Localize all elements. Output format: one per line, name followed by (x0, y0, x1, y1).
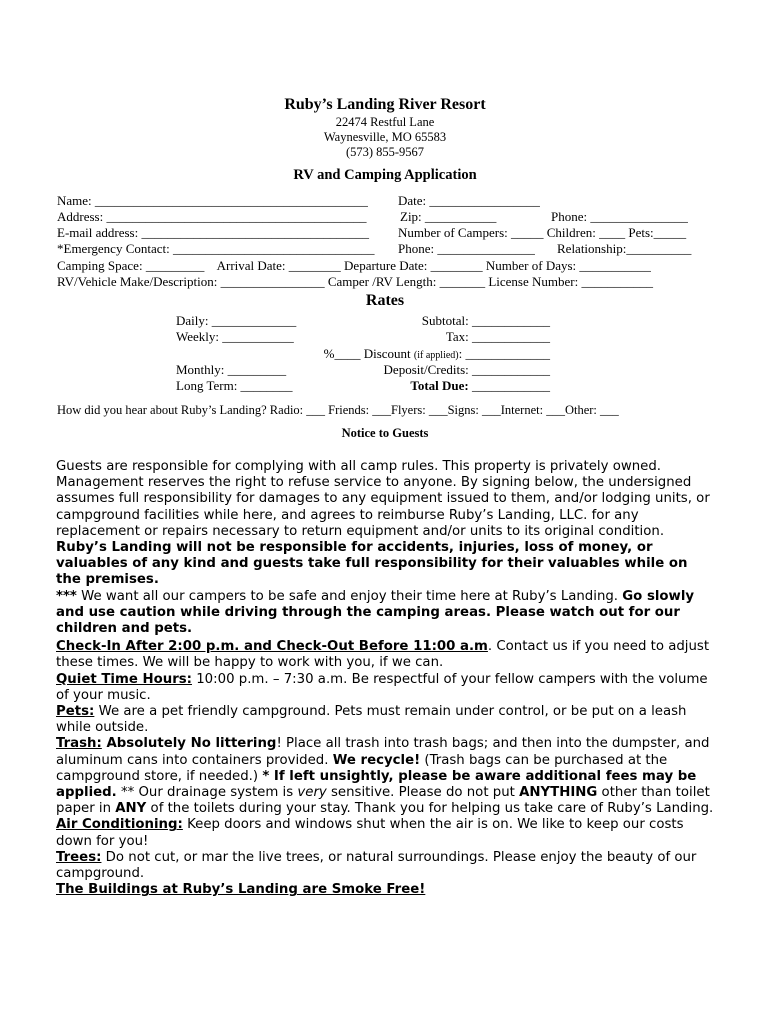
emergency-contact-field[interactable]: *Emergency Contact: _______________________________ (57, 241, 375, 256)
emergency-phone-field[interactable]: Phone: _______________ (398, 241, 535, 256)
camping-space-row[interactable]: Camping Space: _________ Arrival Date: ________ Departure Date: ________ Number of Days: ___________ (57, 258, 651, 273)
liability-paragraph: Guests are responsible for complying with all camp rules. This property is privately owned. Management reserves the right to refuse service to anyone. By signing below, the undersigned assumes full responsibility for damages to any equipment issued to them, and/or lodging units, or campground facilities while here, and agrees to reimburse Ruby’s Landing, LLC. for any replacement or repairs necessary to return equipment and/or units to its original condition. Ruby’s Landing will not be responsible for accidents, injuries, loss of money, or valuables of any kind and guests take full responsibility for their valuables while on the premises. (56, 459, 710, 588)
resort-address: 22474 Restful Lane (335, 115, 435, 129)
total-due-label: Total Due: (410, 378, 469, 393)
checkin-paragraph: Check-In After 2:00 p.m. and Check-Out Before 11:00 a.m. Contact us if you need to adjust these times. We will be happy to work with you, if we can. (56, 639, 710, 671)
discount-note: (if applied) (413, 350, 459, 361)
trees-paragraph: Trees: Do not cut, or mar the live trees, or natural surroundings. Please enjoy the beauty of our campground. (56, 849, 697, 882)
long-term-rate-field[interactable]: Long Term: ________ (176, 378, 293, 393)
pets-paragraph: Pets: We are a pet friendly campground. Pets must remain under control, or be put on a leash while outside. (56, 704, 687, 736)
air-conditioning-paragraph: Air Conditioning: Keep doors and windows shut when the air is on. We like to keep our costs down for you! (56, 817, 684, 849)
trash-paragraph: Trash: Absolutely No littering! Place all trash into trash bags; and then into the dumpster, and aluminum cans into containers provided. We recycle! (Trash bags can be purchased at the campground store, if needed.) * If left unsightly, please be aware additional fees may be applied. ** Our drainage system is very sensitive. Please do not put ANYTHING other than toilet paper in ANY of the toilets during your stay. Thank you for helping us take care of Ruby’s Landing. (56, 736, 714, 817)
deposit-field[interactable]: Deposit/Credits: ____________ (383, 362, 550, 377)
monthly-rate-field[interactable]: Monthly: _________ (176, 362, 287, 377)
address-field[interactable]: Address: ________________________________________ (57, 209, 367, 224)
referral-question[interactable]: How did you hear about Ruby’s Landing? Radio: ___ Friends: ___Flyers: ___Signs: ___Internet: ___Other: ___ (57, 403, 619, 417)
email-field[interactable]: E-mail address: ___________________________________ (57, 225, 369, 240)
weekly-rate-field[interactable]: Weekly: ___________ (176, 329, 294, 344)
relationship-field[interactable]: Relationship:__________ (557, 241, 692, 256)
daily-rate-field[interactable]: Daily: _____________ (176, 313, 297, 328)
vehicle-row[interactable]: RV/Vehicle Make/Description: ________________ Camper /RV Length: _______ License Number: ___________ (57, 274, 653, 289)
resort-title: Ruby’s Landing River Resort (284, 96, 486, 113)
zip-field[interactable]: Zip: ___________ (400, 209, 497, 224)
smoke-free-paragraph: The Buildings at Ruby’s Landing are Smoke Free! (56, 882, 426, 898)
safety-paragraph: *** We want all our campers to be safe and enjoy their time here at Ruby’s Landing. Go slowly and use caution while driving through the camping areas. Please watch out for our children and pets. (56, 588, 695, 637)
tax-field[interactable]: Tax: ____________ (445, 329, 550, 344)
form-title: RV and Camping Application (293, 167, 477, 183)
date-field[interactable]: Date: _________________ (398, 193, 540, 208)
total-due-line: ____________ (468, 378, 550, 393)
number-of-campers-field[interactable]: Number of Campers: _____ Children: ____ Pets:_____ (398, 225, 687, 240)
phone-field[interactable]: Phone: _______________ (551, 209, 688, 224)
resort-phone: (573) 855-9567 (345, 145, 425, 159)
quiet-time-paragraph: Quiet Time Hours: 10:00 p.m. – 7:30 a.m. Be respectful of your fellow campers with the volume of your music. (56, 671, 708, 703)
name-field[interactable]: Name: __________________________________________ (57, 193, 368, 208)
subtotal-field[interactable]: Subtotal: ____________ (421, 313, 550, 328)
discount-line: : _____________ (458, 346, 550, 361)
resort-city: Waynesville, MO 65583 (323, 130, 447, 144)
discount-label: %____ Discount (323, 346, 414, 361)
rates-heading: Rates (365, 292, 405, 309)
discount-field[interactable] (324, 346, 550, 362)
notice-heading: Notice to Guests (341, 426, 429, 440)
notice-body (56, 459, 716, 898)
total-due-field[interactable] (410, 378, 550, 394)
